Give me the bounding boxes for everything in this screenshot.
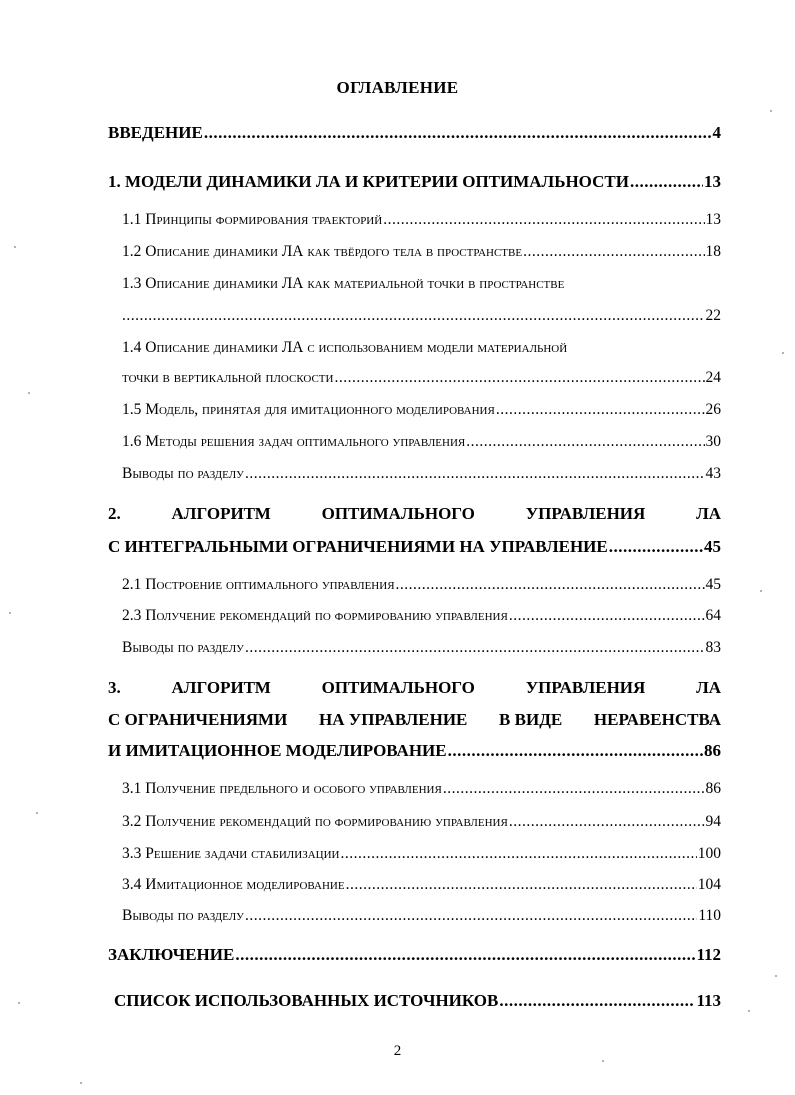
dot-leader — [396, 576, 705, 594]
entry-page: 45 — [705, 576, 721, 593]
toc-title: ОГЛАВЛЕНИЕ — [336, 78, 459, 97]
entry-label: 1.6 Методы решения задач оптимального управления — [122, 433, 466, 450]
entry-page: 4 — [712, 123, 721, 142]
scan-speck — [9, 612, 11, 614]
entry-label: 1.2 Описание динамики ЛА как твёрдого тела в пространстве — [122, 243, 523, 260]
entry-label: И ИМИТАЦИОННОЕ МОДЕЛИРОВАНИЕ — [108, 741, 447, 760]
heading-word: С ОГРАНИЧЕНИЯМИ — [108, 710, 288, 729]
entry-label: Выводы по разделу — [122, 639, 244, 656]
entry-label: ЗАКЛЮЧЕНИЕ — [108, 945, 235, 964]
toc-entry-chapter-1[interactable] — [108, 172, 721, 192]
entry-label: 2.3 Получение рекомендаций по формированию управления — [122, 607, 508, 624]
entry-page: 30 — [705, 433, 721, 450]
toc-entry-2-3[interactable] — [122, 607, 721, 625]
dot-leader — [122, 307, 705, 325]
entry-label: 3.1 Получение предельного и особого управления — [122, 780, 442, 797]
entry-page: 110 — [698, 907, 721, 924]
scan-speck — [760, 590, 762, 592]
toc-entry-1-1[interactable] — [122, 211, 721, 229]
entry-page: 94 — [705, 813, 721, 830]
entry-page: 86 — [705, 780, 721, 797]
entry-label: 2.1 Построение оптимального управления — [122, 576, 395, 593]
toc-entry-chapter-3[interactable] — [108, 741, 721, 761]
entry-label: СПИСОК ИСПОЛЬЗОВАННЫХ ИСТОЧНИКОВ — [114, 991, 499, 1010]
heading-word: 2. — [108, 504, 121, 523]
dot-leader — [509, 813, 705, 831]
dot-leader — [334, 369, 704, 387]
toc-entry-references[interactable] — [114, 991, 721, 1011]
scan-speck — [748, 1010, 750, 1012]
scan-speck — [782, 352, 784, 354]
entry-label: 1.1 Принципы формирования траекторий — [122, 211, 383, 228]
entry-label: ВВЕДЕНИЕ — [108, 123, 203, 142]
toc-entry-2-conclusions[interactable] — [122, 639, 721, 657]
scan-speck — [14, 246, 16, 248]
entry-page: 13 — [704, 172, 721, 191]
dot-leader — [443, 780, 705, 798]
dot-leader — [523, 243, 704, 261]
entry-page: 100 — [697, 845, 721, 862]
toc-entry-1-conclusions[interactable] — [122, 465, 721, 483]
toc-entry-chapter-3-line2[interactable] — [108, 710, 721, 730]
entry-page: 104 — [697, 876, 721, 893]
heading-word: ОПТИМАЛЬНОГО — [321, 678, 475, 697]
toc-entry-chapter-2-line1[interactable] — [108, 504, 721, 524]
toc-entry-1-6[interactable] — [122, 433, 721, 451]
heading-word: 3. — [108, 678, 121, 697]
toc-entry-introduction[interactable] — [108, 123, 721, 143]
scan-speck — [602, 1060, 604, 1062]
entry-page: 45 — [704, 537, 721, 556]
dot-leader — [245, 465, 705, 483]
entry-page: 86 — [704, 741, 721, 760]
toc-entry-3-3[interactable] — [122, 845, 721, 863]
entry-label: 3.2 Получение рекомендаций по формированию управления — [122, 813, 508, 830]
entry-page: 112 — [696, 945, 721, 964]
entry-label: 1. МОДЕЛИ ДИНАМИКИ ЛА И КРИТЕРИИ ОПТИМАЛЬНОСТИ — [108, 172, 629, 191]
scan-speck — [36, 812, 38, 814]
scan-speck — [80, 1082, 82, 1084]
toc-entry-1-3[interactable] — [122, 307, 721, 325]
heading-word: ОПТИМАЛЬНОГО — [321, 504, 475, 523]
toc-entry-chapter-3-line1[interactable] — [108, 678, 721, 698]
dot-leader — [496, 401, 705, 419]
dot-leader — [245, 639, 705, 657]
toc-entry-3-1[interactable] — [122, 780, 721, 798]
entry-page: 64 — [705, 607, 721, 624]
dot-leader — [466, 433, 704, 451]
dot-leader — [630, 172, 703, 192]
toc-entry-2-1[interactable] — [122, 576, 721, 594]
heading-word: НЕРАВЕНСТВА — [593, 710, 722, 729]
entry-label: точки в вертикальной плоскости — [122, 369, 334, 386]
dot-leader — [204, 123, 712, 143]
entry-page: 24 — [705, 369, 721, 386]
heading-word: В ВИДЕ — [499, 710, 563, 729]
toc-entry-3-conclusions[interactable] — [122, 907, 721, 925]
entry-label: С ИНТЕГРАЛЬНЫМИ ОГРАНИЧЕНИЯМИ НА УПРАВЛЕНИЕ — [108, 537, 608, 556]
heading-word: ЛА — [696, 504, 722, 523]
heading-word: ЛА — [696, 678, 722, 697]
entry-label: Выводы по разделу — [122, 465, 244, 482]
dot-leader — [341, 845, 697, 863]
toc-entry-1-2[interactable] — [122, 243, 721, 261]
toc-entry-1-4-label[interactable]: 1.4 Описание динамики ЛА с использованием модели материальной — [122, 339, 568, 356]
dot-leader — [346, 876, 697, 894]
dot-leader — [448, 741, 703, 761]
scan-speck — [775, 975, 777, 977]
dot-leader — [499, 991, 695, 1011]
entry-page: 26 — [705, 401, 721, 418]
page-number: 2 — [393, 1043, 402, 1059]
dot-leader — [245, 907, 697, 925]
toc-entry-3-2[interactable] — [122, 813, 721, 831]
entry-label: Выводы по разделу — [122, 907, 244, 924]
entry-page: 113 — [696, 991, 721, 1010]
heading-word: НА УПРАВЛЕНИЕ — [318, 710, 468, 729]
entry-page: 22 — [705, 307, 721, 324]
entry-page: 83 — [705, 639, 721, 656]
heading-word: АЛГОРИТМ — [171, 504, 271, 523]
entry-page: 43 — [705, 465, 721, 482]
entry-label: 3.4 Имитационное моделирование — [122, 876, 345, 893]
scan-speck — [770, 110, 772, 112]
toc-entry-1-4[interactable] — [122, 369, 721, 387]
toc-entry-3-4[interactable] — [122, 876, 721, 894]
entry-label: 1.5 Модель, принятая для имитационного моделирования — [122, 401, 495, 418]
heading-word: УПРАВЛЕНИЯ — [525, 504, 646, 523]
scan-speck — [28, 392, 30, 394]
dot-leader — [509, 607, 705, 625]
entry-page: 13 — [705, 211, 721, 228]
entry-page: 18 — [705, 243, 721, 260]
toc-entry-1-5[interactable] — [122, 401, 721, 419]
heading-word: АЛГОРИТМ — [171, 678, 271, 697]
scan-speck — [18, 1002, 20, 1004]
heading-word: УПРАВЛЕНИЯ — [525, 678, 646, 697]
toc-entry-conclusion[interactable] — [108, 945, 721, 965]
dot-leader — [235, 945, 695, 965]
dot-leader — [383, 211, 704, 229]
dot-leader — [609, 537, 703, 557]
toc-entry-1-3-label[interactable]: 1.3 Описание динамики ЛА как материальной точки в пространстве — [122, 275, 565, 292]
entry-label: 3.3 Решение задачи стабилизации — [122, 845, 340, 862]
toc-entry-chapter-2[interactable] — [108, 537, 721, 557]
